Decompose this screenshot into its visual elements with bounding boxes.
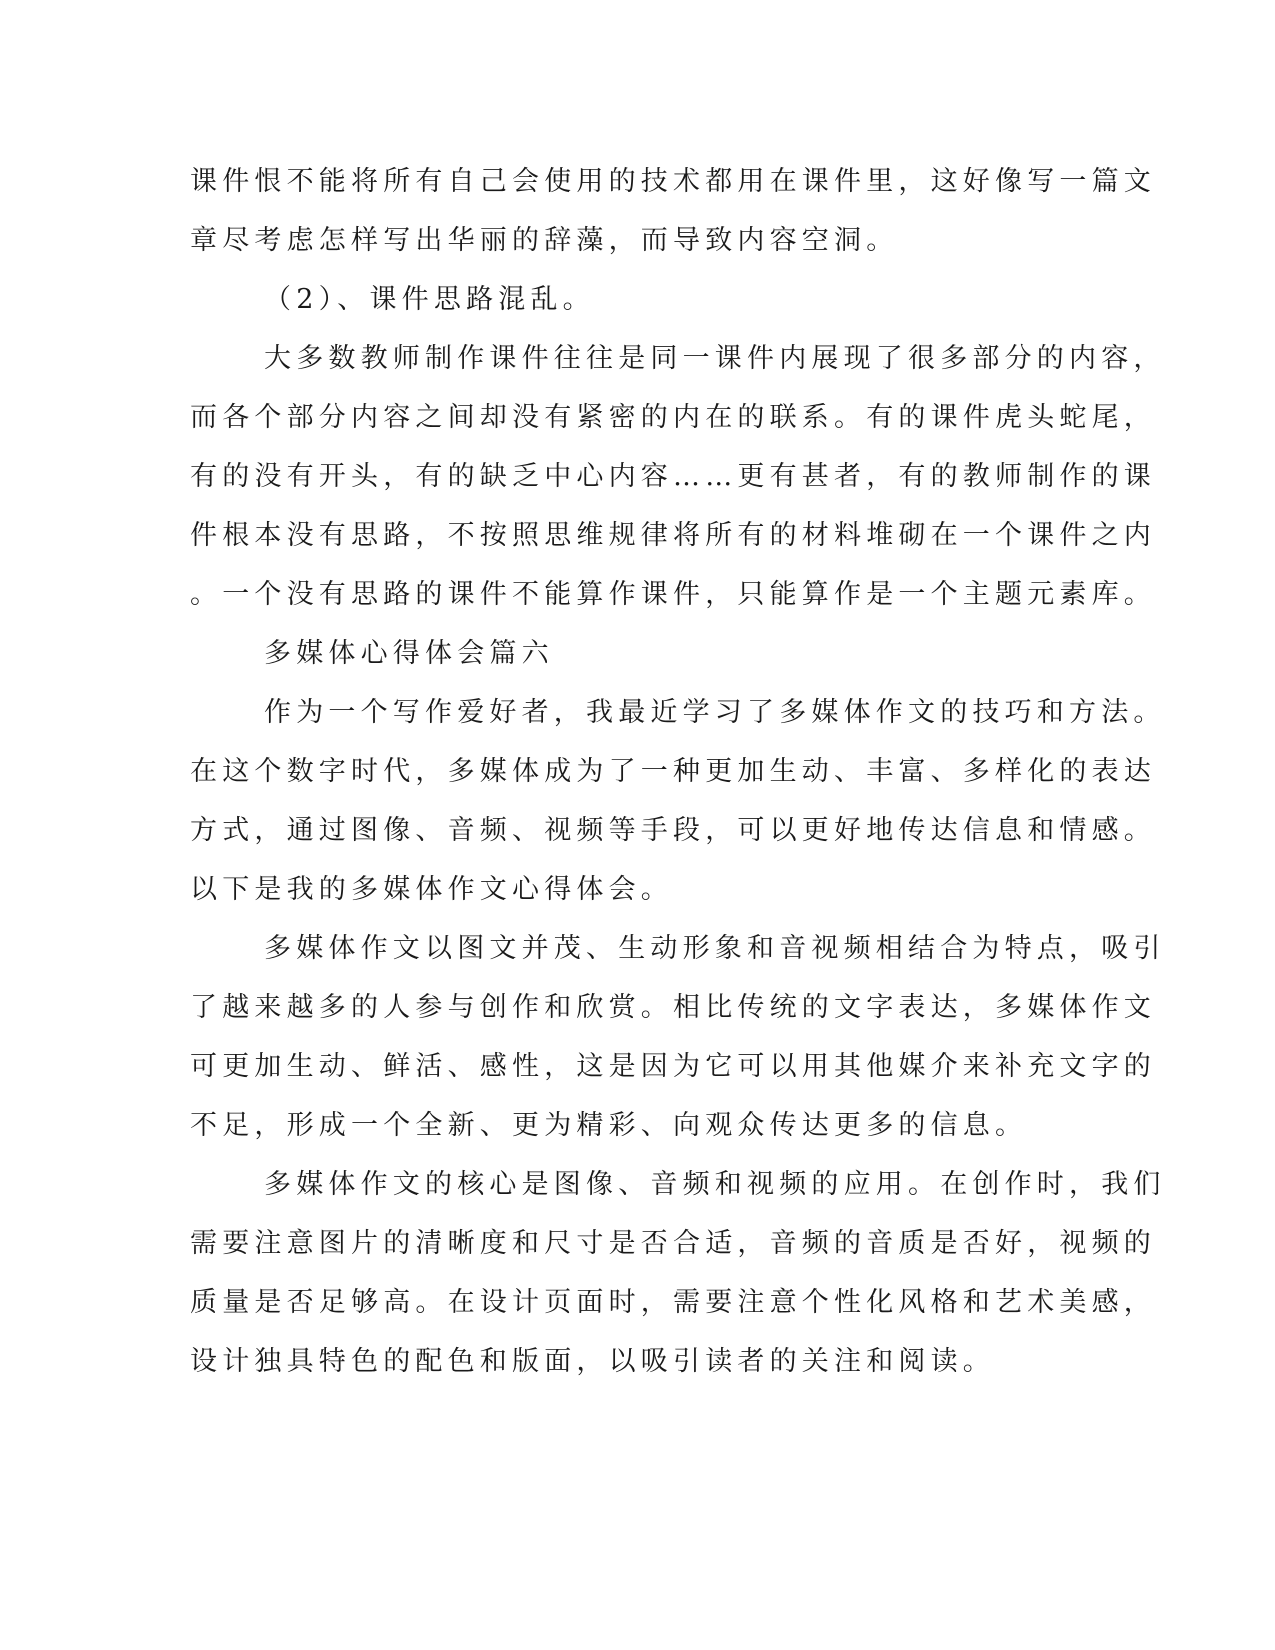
paragraph-line: 了越来越多的人参与创作和欣赏。相比传统的文字表达，多媒体作文 [190, 992, 1156, 1023]
paragraph-line: 可更加生动、鲜活、感性，这是因为它可以用其他媒介来补充文字的 [190, 1051, 1156, 1082]
paragraph-line: 多媒体作文的核心是图像、音频和视频的应用。在创作时，我们 [264, 1169, 1166, 1200]
paragraph-line: 大多数教师制作课件往往是同一课件内展现了很多部分的内容， [264, 343, 1166, 374]
paragraph-line: 设计独具特色的配色和版面，以吸引读者的关注和阅读。 [190, 1346, 995, 1377]
paragraph-line: 在这个数字时代，多媒体成为了一种更加生动、丰富、多样化的表达 [190, 756, 1156, 787]
paragraph-line: 作为一个写作爱好者，我最近学习了多媒体作文的技巧和方法。 [264, 697, 1166, 728]
paragraph-line: 需要注意图片的清晰度和尺寸是否合适，音频的音质是否好，视频的 [190, 1228, 1156, 1259]
paragraph-line: 课件恨不能将所有自己会使用的技术都用在课件里，这好像写一篇文 [190, 166, 1156, 197]
paragraph-line: 件根本没有思路，不按照思维规律将所有的材料堆砌在一个课件之内 [190, 520, 1156, 551]
paragraph-line: 而各个部分内容之间却没有紧密的内在的联系。有的课件虎头蛇尾， [190, 402, 1156, 433]
paragraph-line: 质量是否足够高。在设计页面时，需要注意个性化风格和艺术美感， [190, 1287, 1156, 1318]
paragraph-line: 不足，形成一个全新、更为精彩、向观众传达更多的信息。 [190, 1110, 1028, 1141]
paragraph-line: 以下是我的多媒体作文心得体会。 [190, 874, 673, 905]
paragraph-line: 有的没有开头，有的缺乏中心内容……更有甚者，有的教师制作的课 [190, 461, 1156, 492]
section-heading: 多媒体心得体会篇六 [264, 638, 554, 669]
list-heading-line: （2）、课件思路混乱。 [264, 284, 595, 315]
paragraph-line: 。一个没有思路的课件不能算作课件，只能算作是一个主题元素库。 [190, 579, 1156, 610]
paragraph-line: 章尽考虑怎样写出华丽的辞藻，而导致内容空洞。 [190, 225, 899, 256]
paragraph-line: 方式，通过图像、音频、视频等手段，可以更好地传达信息和情感。 [190, 815, 1156, 846]
paragraph-line: 多媒体作文以图文并茂、生动形象和音视频相结合为特点，吸引 [264, 933, 1166, 964]
